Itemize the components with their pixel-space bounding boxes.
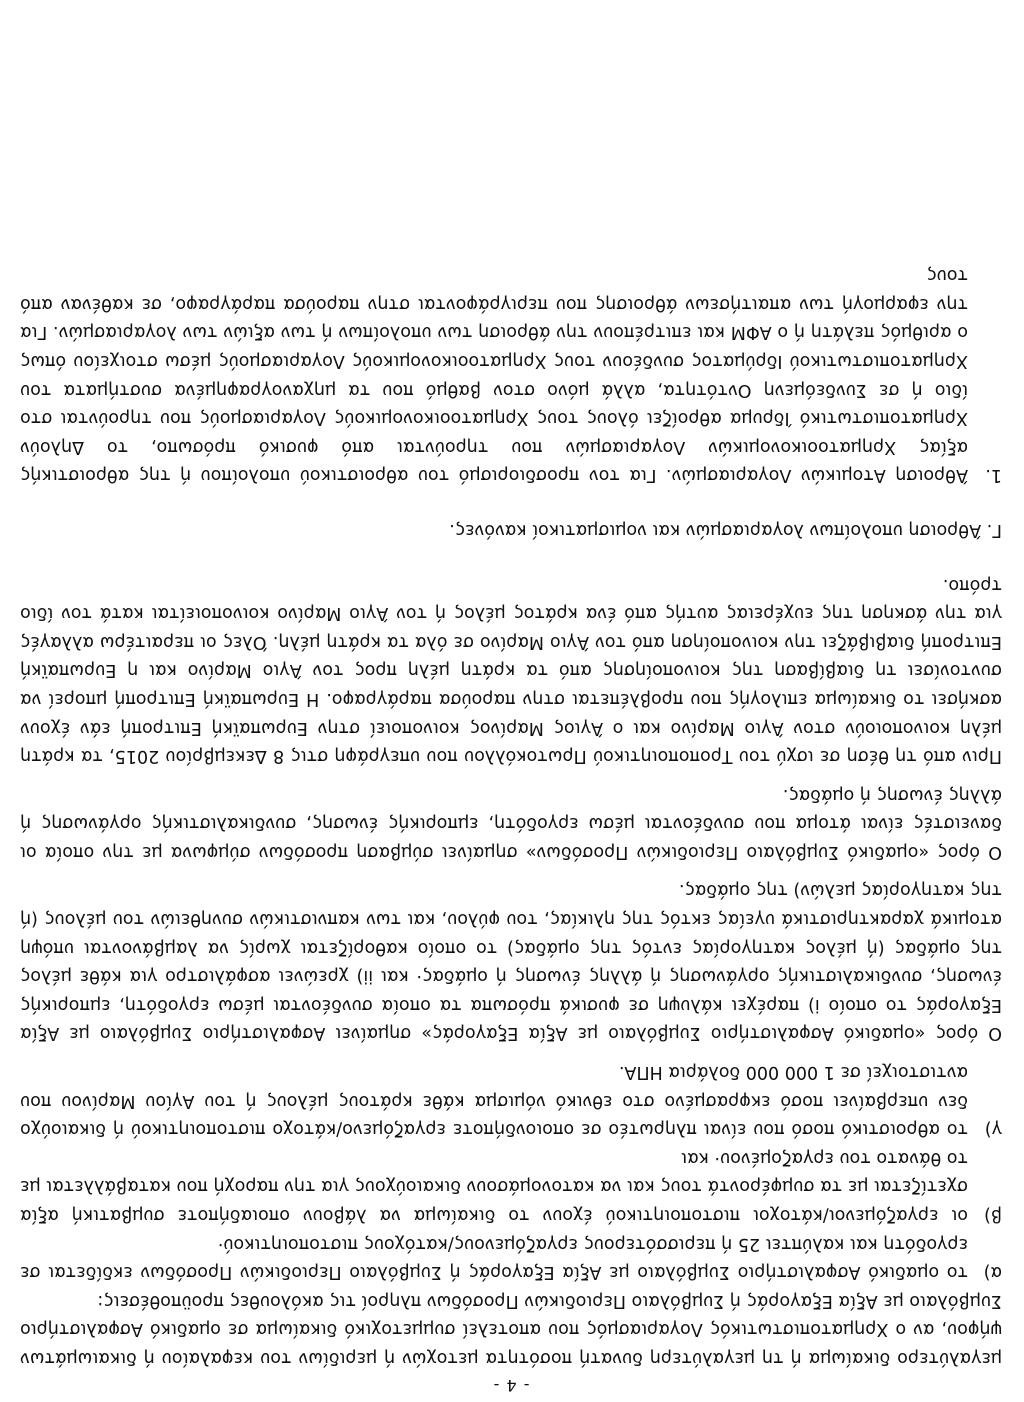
- spacer: [20, 866, 1002, 876]
- list-text: το ομαδικό Ασφαλιστήριο Συμβόλαιο με Αξία Εξαγοράς ή Συμβόλαιο Περιοδικών Προσόδων εκδίδεται σε εργοδότη και καλύπτει 25 ή περισσότερους εργαζόμενους/κατόχους πιστοποιητικού·: [20, 1233, 968, 1283]
- page-number: - 4 -: [492, 1376, 530, 1395]
- list-text: το αθροιστικό ποσό που είναι πληρωτέο σε οποιονδήποτε εργαζόμενο/κάτοχο πιστοποιητικού ή δικαιούχο δεν υπερβαίνει ποσό εκφρασμένο στο εθνικό νόμισμα κάθε κράτους μέλους ή του Αγίου Μαρίνου που αντιστοιχεί σε 1 000 000 δολάρια ΗΠΑ.: [20, 1062, 968, 1140]
- group-insurance-paragraph: Ο όρος «ομαδικό Ασφαλιστήριο Συμβόλαιο με Αξία Εξαγοράς» σημαίνει Ασφαλιστήριο Συμβόλαιο με Αξία Εξαγοράς το οποίο i) παρέχει κάλυψη σε φυσικά πρόσωπα τα οποία συνδέονται μέσω εργοδότη, εμπορικής ένωσης, συνδικαλιστικής οργάνωσης ή άλλης ένωσης ή ομάδας· και ii) χρεώνει ασφάλιστρο για κάθε μέλος της ομάδας (ή μέλος κατηγορίας εντός της ομάδας) το οποίο καθορίζεται χωρίς να λαμβάνονται υπόψη ατομικά χαρακτηριστικά υγείας εκτός της ηλικίας, του φύλου, και των καπνιστικών συνηθειών του μέλους (ή της κατηγορίας μελών) της ομάδας.: [20, 880, 1002, 1044]
- spacer: [20, 1047, 1002, 1057]
- spacer: [20, 544, 1002, 570]
- list-item-a: [20, 1229, 1002, 1286]
- list-item-b: [20, 1143, 1002, 1229]
- list-text: οι εργαζόμενοι/κάτοχοι πιστοποιητικού έχουν το δικαίωμα να λάβουν οποιαδήποτε συμβατική αξία σχετίζεται με τα συμφέροντά τους και να κατονομάσουν δικαιούχους για την παροχή που καταβάλλεται με το θάνατο του εργαζομένου· και: [20, 1147, 968, 1226]
- list-label: β): [984, 1205, 1002, 1226]
- section-item-1: [20, 261, 1002, 490]
- protocol-paragraph: Πριν από τη θέση σε ισχύ του Τροποποιητικού Πρωτοκόλλου που υπεγράφη στις 8 Δεκεμβρίου 2015, τα κράτη μέλη κοινοποιούν στον Άγιο Μαρίνο και ο Άγιος Μαρίνος κοινοποιεί στην Ευρωπαϊκή Επιτροπή εάν έχουν ασκήσει το δικαίωμα επιλογής που προβλέπεται στην παρούσα παράγραφο. Η Ευρωπαϊκή Επιτροπή μπορεί να συντονίσει τη διαβίβαση της κοινοποίησης από τα κράτη μέλη προς τον Άγιο Μαρίνο και η Ευρωπαϊκή Επιτροπή διαβιβάζει την κοινοποίηση από τον Άγιο Μαρίνο σε όλα τα κράτη μέλη. Όλες οι περαιτέρω αλλαγές για την άσκηση της ευχέρειας αυτής από ένα κράτος μέλος ή τον Άγιο Μαρίνο κοινοποιείται κατά τον ίδιο τρόπο.: [20, 574, 1002, 767]
- list-label: γ): [984, 1119, 1002, 1140]
- list-label: α): [983, 1262, 1002, 1283]
- spacer: [20, 489, 1002, 515]
- section-item-label: 1.: [985, 465, 1002, 486]
- list-item-c: [20, 1057, 1002, 1143]
- intro-paragraph: μεγαλύτερο δικαίωμα ή τη μεγαλύτερη δυνατή ποσότητα μετοχών ή μεριδίων του κεφαλαίου ή δικαιωμάτων ψήφου, αν ο Χρηματοπιστωτικός Λογαριασμός που αποτελεί συμμετοχικό δικαίωμα σε ομαδικό Ασφαλιστήριο Συμβόλαιο με Αξία Εξαγοράς ή Συμβόλαιο Περιοδικών Προσόδων πληροί τις ακόλουθες προϋποθέσεις:: [20, 1290, 1002, 1368]
- section-item-text: Άθροιση Ατομικών Λογαριασμών. Για τον προσδιορισμό του αθροιστικού υπολοίπου ή της αθροιστικής αξίας Χρηματοοικονομικών Λογαριασμών που τηρούνται από φυσικό πρόσωπο, το Δηλούν Χρηματοπιστωτικό Ίδρυμα αθροίζει όλους τους Χρηματοοικονομικούς Λογαριασμούς που τηρούνται στο ίδιο ή σε Συνδεόμενη Οντότητα, αλλά μόνο στον βαθμό που τα μηχανογραφημένα συστήματα του Χρηματοπιστωτικού Ιδρύματος συνδέουν τους Χρηματοοικονομικούς Λογαριασμούς μέσω στοιχείου όπως ο αριθμός πελάτη ή ο ΑΦΜ και επιτρέπουν την άθροιση των υπολοίπων ή των αξιών των λογαριασμών. Για την εφαρμογή των απαιτήσεων άθροισης που περιγράφονται στην παρούσα παράγραφο, σε καθέναν από τους: [20, 265, 968, 486]
- section-heading: Γ. Άθροιση υπολοίπων λογαριασμών και νομισματικοί κανόνες.: [449, 519, 1002, 540]
- group-annuity-paragraph: Ο όρος «ομαδικό Συμβόλαιο Περιοδικών Προσόδων» σημαίνει σύμβαση προσόδων σύμφωνα με την οποία οι δανειστές είναι άτομα που συνδέονται μέσω εργοδότη, εμπορικής ένωσης, συνδικαλιστικής οργάνωσης ή άλλης ένωσης ή ομάδας.: [20, 784, 1002, 862]
- document-content: [20, 261, 1002, 1398]
- spacer: [20, 770, 1002, 780]
